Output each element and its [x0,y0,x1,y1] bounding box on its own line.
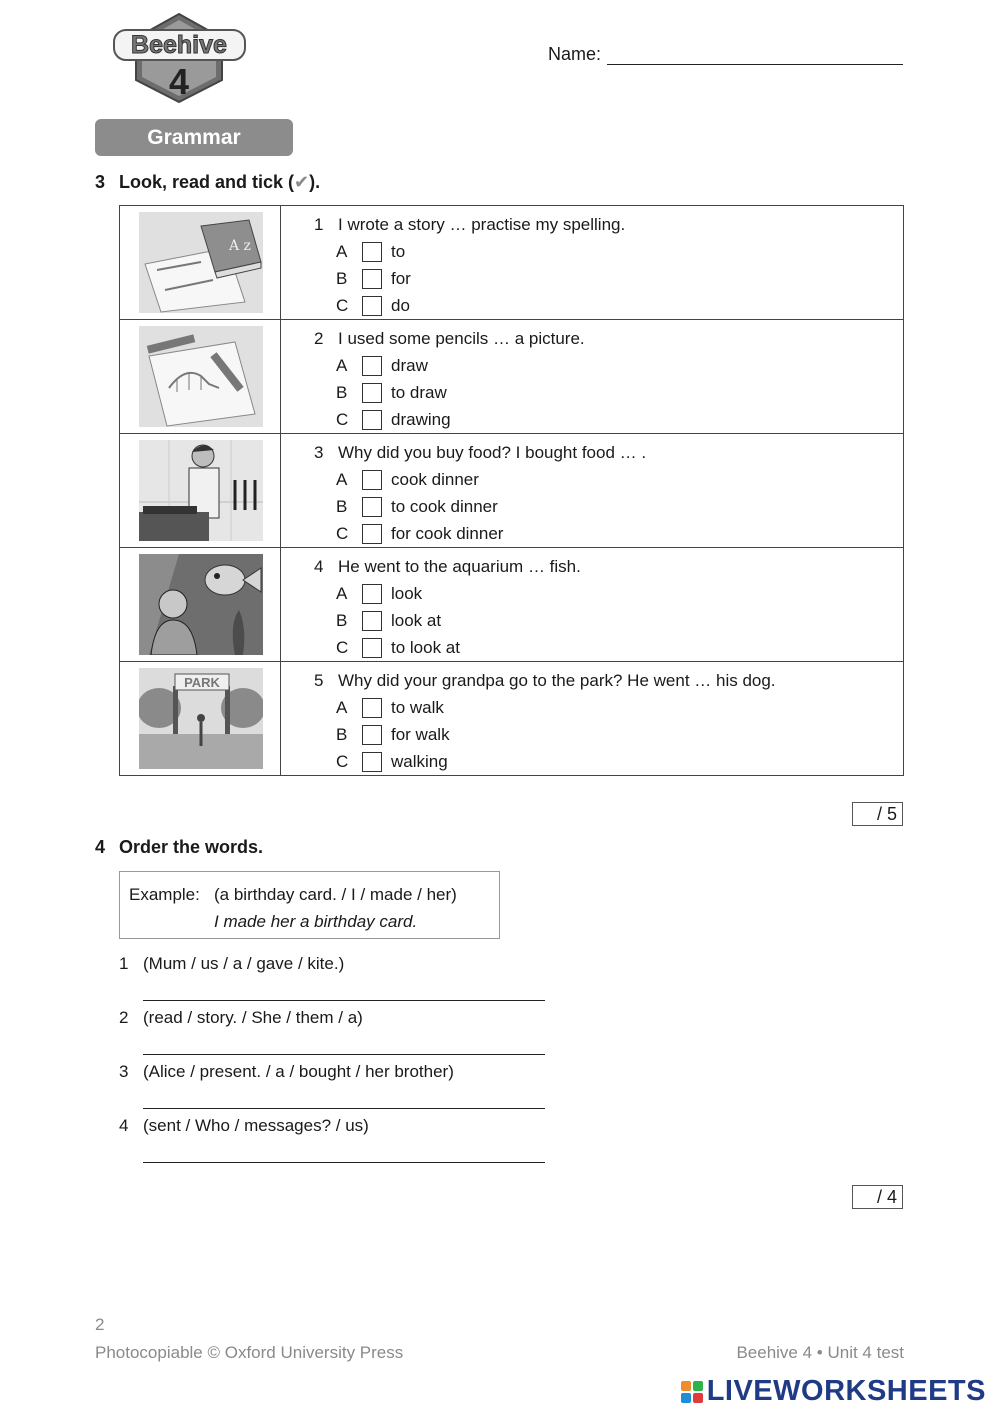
question-row [120,548,904,662]
question-text: 3 Why did you buy food? I bought food … . [314,443,647,462]
instruction-end: ). [309,172,321,192]
answer-line[interactable] [143,1000,545,1001]
example-answer: I made her a birthday card. [214,912,418,931]
man-cooking-picture [139,440,263,541]
question-cell [281,434,904,548]
picture-cell [120,662,281,776]
question-text: 4 He went to the aquarium … fish. [314,557,581,576]
question-row [120,434,904,548]
question-text: 5 Why did your grandpa go to the park? He went … his dog. [314,671,776,690]
question-row [120,320,904,434]
option-c: C drawing [336,410,451,429]
exercise-number: 4 [95,837,106,857]
option-a: A draw [336,356,428,375]
exercise-3-heading [95,172,320,193]
exercise-number: 3 [95,172,106,192]
option-a: A to [336,242,406,261]
tick-box[interactable] [362,383,382,403]
option-b: B to draw [336,383,447,402]
exercise-instruction: Order the words. [119,837,264,857]
name-field [548,44,903,65]
option-c: C walking [336,752,448,771]
park-sign-text: PARK [184,675,220,690]
tick-box[interactable] [362,242,382,262]
question-cell [281,320,904,434]
tick-box[interactable] [362,611,382,631]
svg-text:Beehive: Beehive [131,31,227,59]
tick-box[interactable] [362,410,382,430]
tick-box[interactable] [362,269,382,289]
svg-text:4: 4 [168,61,190,102]
question-row [120,206,904,320]
picture-cell [120,320,281,434]
question-cell [281,548,904,662]
option-c: C to look at [336,638,460,657]
answer-line[interactable] [143,1108,545,1109]
question-text: 2 I used some pencils … a picture. [314,329,585,348]
tick-box[interactable] [362,524,382,544]
order-item: 3 (Alice / present. / a / bought / her brother) [119,1062,454,1081]
pencils-drawing-picture [139,326,263,427]
name-label: Name: [548,44,602,64]
tick-box[interactable] [362,356,382,376]
tick-box[interactable] [362,698,382,718]
tick-icon: ✔ [294,172,310,192]
order-item: 2 (read / story. / She / them / a) [119,1008,363,1027]
picture-cell [120,206,281,320]
tick-box[interactable] [362,470,382,490]
option-b: B for [336,269,411,288]
question-text: 1 I wrote a story … practise my spelling. [314,215,626,234]
svg-text:A z: A z [229,238,251,254]
picture-cell [120,434,281,548]
picture-cell [120,548,281,662]
option-a: A look [336,584,423,603]
park-picture [139,668,263,769]
option-a: A to walk [336,698,444,717]
answer-line[interactable] [143,1162,545,1163]
liveworksheets-brand: LIVEWORKSHEETS [706,1375,986,1407]
exercise-3-score-box[interactable]: / 5 [852,802,903,826]
order-item: 1 (Mum / us / a / gave / kite.) [119,954,345,973]
exercise-4-score-box[interactable]: / 4 [852,1185,903,1209]
test-name: Beehive 4 • Unit 4 test [736,1343,904,1362]
tick-box[interactable] [362,497,382,517]
tick-box[interactable] [362,296,382,316]
example-box [119,871,500,939]
option-b: B for walk [336,725,450,744]
beehive-logo [112,10,247,104]
page-number: 2 [95,1315,105,1334]
name-input-line[interactable] [607,46,903,65]
liveworksheets-logo[interactable] [681,1375,986,1408]
answer-line[interactable] [143,1054,545,1055]
tick-box[interactable] [362,584,382,604]
option-c: C do [336,296,410,315]
question-cell [281,662,904,776]
option-a: A cook dinner [336,470,479,489]
option-c: C for cook dinner [336,524,504,543]
tick-box[interactable] [362,638,382,658]
tick-box[interactable] [362,725,382,745]
exercise-3-table [119,205,904,776]
exercise-4-heading [95,837,263,858]
section-tab-grammar: Grammar [95,119,293,156]
option-b: B to cook dinner [336,497,498,516]
option-b: B look at [336,611,442,630]
question-cell [281,206,904,320]
dictionary-spelling-picture [139,212,263,313]
order-item: 4 (sent / Who / messages? / us) [119,1116,369,1135]
tick-box[interactable] [362,752,382,772]
question-row [120,662,904,776]
copyright-text: Photocopiable © Oxford University Press [95,1343,404,1362]
boy-aquarium-picture [139,554,263,655]
exercise-instruction: Look, read and tick ( [119,172,295,192]
liveworksheets-icon [681,1381,703,1403]
example-prompt: (a birthday card. / I / made / her) [214,885,457,904]
example-label: Example: [129,885,200,904]
